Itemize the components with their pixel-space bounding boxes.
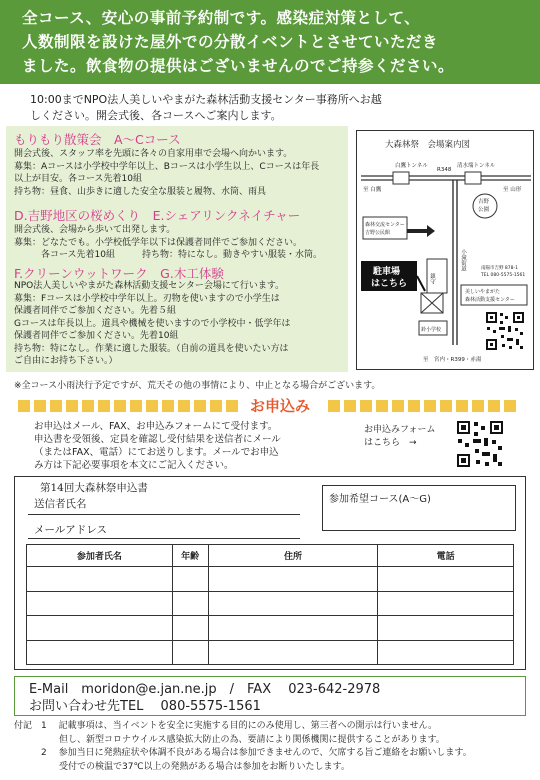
banner-line: ました。飲食物の提供はございませんのでご持参ください。	[22, 57, 455, 75]
course-title-de: D.吉野地区の桜めくり E.シェアリンクネイチャー	[14, 208, 301, 223]
deco-square	[392, 400, 404, 412]
deco-square	[98, 400, 110, 412]
deco-square	[328, 400, 340, 412]
tunnel-label: 白鷹トンネル	[395, 163, 428, 169]
header-banner	[0, 0, 540, 84]
park-label: 吉野	[478, 199, 490, 205]
deco-square	[344, 400, 356, 412]
address-label: TEL 080-5575-1561	[481, 273, 526, 278]
course-de-details	[14, 224, 322, 262]
street-label: 小滝街道	[460, 249, 466, 271]
table-header-row	[27, 545, 514, 567]
course-line: 募集：どなたでも。小学校低学年以下は保護者同伴でご参加ください。	[14, 237, 303, 248]
course-line: NPO法人美しいやまがた森林活動支援センター会場にて行います。	[14, 281, 285, 291]
map-title: 大森林祭 会場案内図	[385, 140, 471, 150]
notes	[14, 720, 534, 774]
email-label: メールアドレス	[34, 524, 107, 536]
deco-square	[472, 400, 484, 412]
col-phone: 電話	[378, 545, 514, 567]
deco-square	[226, 400, 238, 412]
parking-label: 駐車場	[373, 267, 401, 277]
course-line: 各コース先着10組 持ち物：特になし。動きやすい服装・水筒。	[14, 250, 323, 260]
course-title-fg: F.クリーンウットワーク G.木工体験	[14, 266, 224, 281]
apply-line: み方は下記必要事項を本文にご記入ください。	[34, 460, 234, 471]
course-abc-details	[14, 148, 319, 198]
intro-line: 10:00までNPO法人美しいやまがた森林活動支援センター事務所へお越	[30, 93, 382, 106]
course-line: 持ち物：昼食、山歩きに適した安全な服装と履物、水筒、雨具	[14, 186, 267, 197]
deco-square	[488, 400, 500, 412]
apply-line: （またはFAX、電話）にてお送りします。メールでお申込	[34, 447, 279, 458]
school-label: 鈴小学校	[421, 327, 442, 333]
center-label: 吉野公民館	[365, 230, 391, 236]
table-row[interactable]	[27, 616, 514, 641]
apply-instructions	[34, 420, 334, 472]
contact-phone: お問い合わせ先TEL 080-5575-1561	[29, 699, 261, 714]
apply-title: お申込み	[250, 397, 311, 415]
arrow-icon	[407, 225, 435, 237]
course-title-abc: もりもり散策会 A～Cコース	[14, 132, 181, 147]
parking-label: はこちら	[371, 279, 408, 289]
apply-header	[18, 398, 524, 414]
tunnel-label: 清水端トンネル	[457, 163, 496, 169]
col-age: 年齢	[172, 545, 208, 567]
col-address: 住所	[208, 545, 378, 567]
venue-label: 美しいやまがた	[465, 289, 501, 295]
dest-bottom: 至 宮内・R399・赤湯	[423, 357, 482, 363]
park-shape	[473, 194, 497, 218]
deco-square	[50, 400, 62, 412]
note-line: 但し、新型コロナウイルス感染拡大防止の為、要請により関係機関に提供することがあります。	[14, 734, 445, 745]
course-line: Gコースは年長以上。道具や機械を使いますので小学校中・低学年は	[14, 318, 291, 329]
deco-square	[114, 400, 126, 412]
deco-square	[504, 400, 516, 412]
note-line: 受付での検温で37℃以上の発熱がある場合は参加をお断りいたします。	[14, 761, 350, 772]
park-label: 公園	[478, 207, 490, 213]
form-link-label: お申込みフォーム	[364, 425, 436, 435]
participant-table	[26, 544, 514, 665]
course-choice-label: 参加希望コース(A～G)	[329, 494, 431, 505]
course-line: 持ち物：特になし。作業に適した服装。（自前の道具を使いたい方は	[14, 343, 289, 354]
deco-square	[424, 400, 436, 412]
deco-square	[82, 400, 94, 412]
route-label: R348	[437, 167, 452, 173]
deco-square	[18, 400, 30, 412]
table-row[interactable]	[27, 591, 514, 616]
contact-email-fax: E-Mail moridon@e.jan.ne.jp / FAX 023-642-2978	[29, 682, 381, 697]
sender-name-label: 送信者氏名	[34, 498, 87, 510]
shrine-label: 鎮守	[429, 273, 435, 284]
deco-square	[440, 400, 452, 412]
intro-line: しください。開会式後、各コースへご案内します。	[30, 109, 282, 122]
deco-square	[34, 400, 46, 412]
apply-line: お申込はメール、FAX、お申込みフォームにて受付ます。	[34, 421, 278, 432]
contact-box	[14, 676, 526, 716]
qr-code-form[interactable]	[456, 420, 504, 468]
course-line: 保護者同伴でご参加ください。先着５組	[14, 306, 177, 316]
deco-square	[376, 400, 388, 412]
tunnel-shape	[393, 172, 409, 184]
deco-square	[194, 400, 206, 412]
form-title: 第14回大森林祭申込書	[40, 482, 148, 494]
course-line: 開会式後、スタッフ率を先頭に各々の自家用車で会場へ向かいます。	[14, 149, 293, 159]
col-name: 参加者氏名	[27, 545, 173, 567]
course-line: 以上が目安。各コース先着10組	[14, 174, 143, 184]
course-line: 募集：Aコースは小学校中学年以上、Bコースは小学生以上、Cコースは年長	[14, 161, 320, 172]
deco-square	[66, 400, 78, 412]
center-label: 森林交流センター・	[365, 222, 410, 228]
course-line: 募集：Fコースは小学校中学年以上。刃物を使いますので小学生は	[14, 293, 280, 304]
course-choice-field[interactable]	[322, 485, 516, 531]
deco-square	[360, 400, 372, 412]
qr-code-icon	[456, 420, 504, 468]
tunnel-shape	[465, 172, 481, 184]
weather-notice: ※全コース小雨決行予定ですが、荒天その他の事情により、中止となる場合がございます。	[14, 381, 381, 391]
dest-right: 至 山形	[503, 187, 522, 193]
note-line: 2 参加当日に発熱症状や体調不良がある場合は参加できませんので、欠席する旨ご連絡をお願いします。	[14, 748, 472, 758]
qr-code-icon	[485, 311, 525, 351]
course-line: 保護者同伴でご参加ください。先着10組	[14, 331, 179, 341]
course-line: 開会式後、会場から歩いて出発します。	[14, 225, 176, 235]
course-fg-details	[14, 280, 291, 368]
banner-line: 全コース、安心の事前予約制です。感染症対策として、	[22, 9, 421, 27]
address-label: 南陽市吉野 878-1	[481, 266, 519, 271]
course-line: ご自由にお持ち下さい。）	[14, 356, 118, 366]
deco-square	[178, 400, 190, 412]
apply-line: 申込書を受領後、定員を確認し受付結果を送信者にメール	[34, 434, 281, 445]
deco-square	[456, 400, 468, 412]
course-panel	[6, 126, 348, 372]
form-link[interactable]	[364, 424, 436, 450]
table-row[interactable]	[27, 640, 514, 665]
qr-code-map[interactable]	[485, 311, 525, 351]
deco-square	[162, 400, 174, 412]
deco-square	[146, 400, 158, 412]
email-field[interactable]	[28, 538, 300, 539]
table-row[interactable]	[27, 567, 514, 592]
form-link-label: はこちら →	[364, 438, 417, 448]
parking-pointer	[417, 276, 425, 291]
deco-square	[210, 400, 222, 412]
deco-square	[130, 400, 142, 412]
banner-line: 人数制限を設けた屋外での分散イベントとさせていただき	[22, 33, 439, 51]
intro-text	[30, 92, 450, 124]
sender-name-field[interactable]	[28, 514, 300, 515]
dest-left: 至 白鷹	[363, 187, 382, 193]
deco-square	[408, 400, 420, 412]
venue-label: 森林活動支援センター	[465, 297, 515, 303]
note-line: 付記 1 記載事項は、当イベントを安全に実施する目的にのみ使用し、第三者への開示は行いません。	[14, 721, 438, 731]
venue-map	[356, 130, 534, 370]
